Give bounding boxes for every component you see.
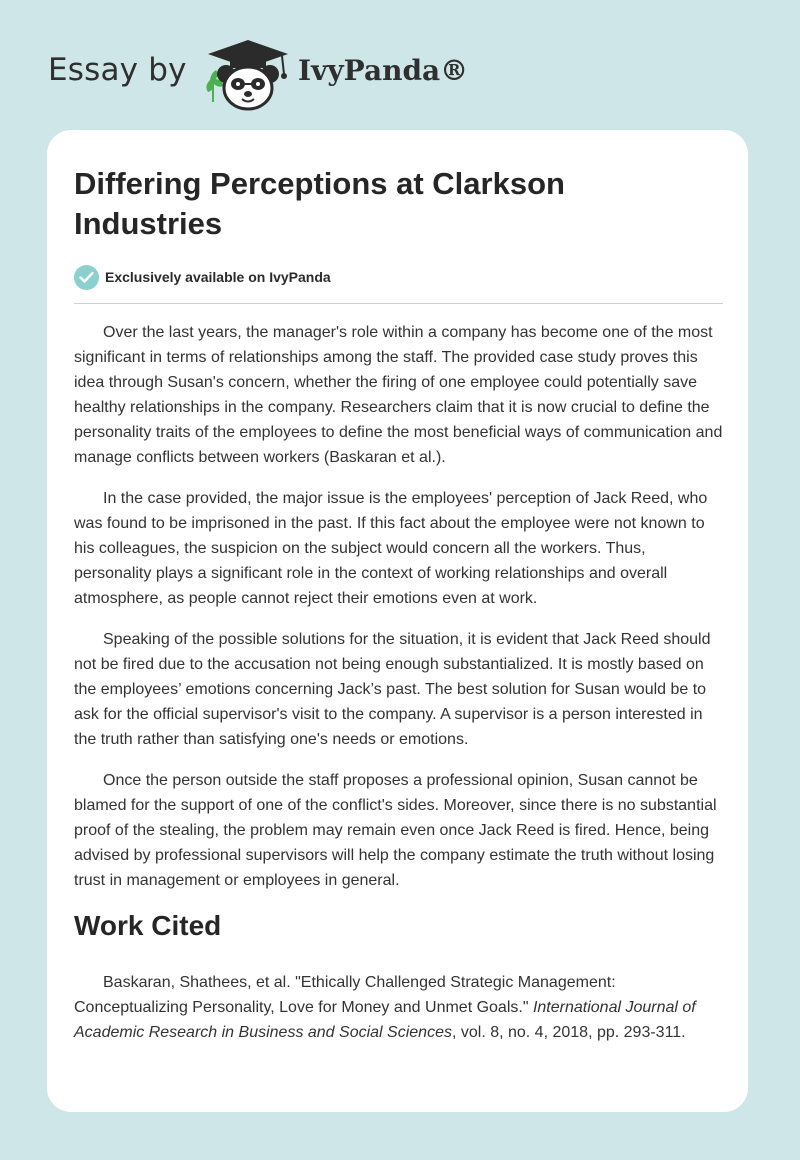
paragraph: Once the person outside the staff proposes a professional opinion, Susan cannot be blamed for the support of one of the conflict's sides. Moreover, since there is no substantial proof of the stealing, the problem may remain even once Jack Reed is fired. Hence, being advised by professional supervisors will help the company estimate the truth without losing trust in management or employees in general. (74, 772, 717, 889)
citation-entry (74, 970, 724, 1045)
citation-journal: International Journal of Academic Research in Business and Social Sciences (74, 999, 696, 1041)
works-cited-heading: Work Cited (74, 910, 222, 941)
essay-card (47, 130, 748, 1112)
paragraph: In the case provided, the major issue is the employees' perception of Jack Reed, who was found to be imprisoned in the past. If this fact about the employee were not known to his colleagues, the suspicion on the subject would concern all the workers. Thus, personality plays a significant role in the context of working relationships and overall atmosphere, as people cannot reject their emotions even at work. (74, 490, 708, 607)
exclusive-label: Exclusively available on IvyPanda (105, 269, 331, 285)
essay-body (74, 320, 724, 1045)
check-icon (74, 265, 99, 290)
panda-graduate-logo-icon[interactable] (200, 36, 296, 112)
site-header (0, 0, 800, 130)
page-title: Differing Perceptions at Clarkson Industries (74, 166, 565, 241)
paragraph: Over the last years, the manager's role within a company has become one of the most significant in terms of relationships among the staff. The provided case study proves this idea through Susan's concern, whether the firing of one employee could potentially save healthy relationships in the company. Researchers claim that it is now crucial to define the personality traits of the employees to define the most beneficial ways of communication and manage conflicts between workers (Baskaran et al.). (74, 324, 723, 466)
divider (74, 303, 723, 304)
citation-details: , vol. 8, no. 4, 2018, pp. 293-311. (451, 1024, 686, 1041)
citation-authors-title: Baskaran, Shathees, et al. "Ethically Challenged Strategic Management: Conceptualizing Personality, Love for Money and Unmet Goals." (74, 974, 616, 1016)
exclusive-badge (74, 264, 331, 290)
paragraph: Speaking of the possible solutions for the situation, it is evident that Jack Reed should not be fired due to the accusation not being enough substantialized. It is mostly based on the employees’ emotions concerning Jack’s past. The best solution for Susan would be to ask for the official supervisor's visit to the company. A supervisor is a person interested in the truth rather than satisfying one's needs or emotions. (74, 631, 711, 748)
essay-by-label: Essay by (48, 52, 187, 88)
brand-name[interactable]: IvyPanda® (298, 54, 469, 87)
